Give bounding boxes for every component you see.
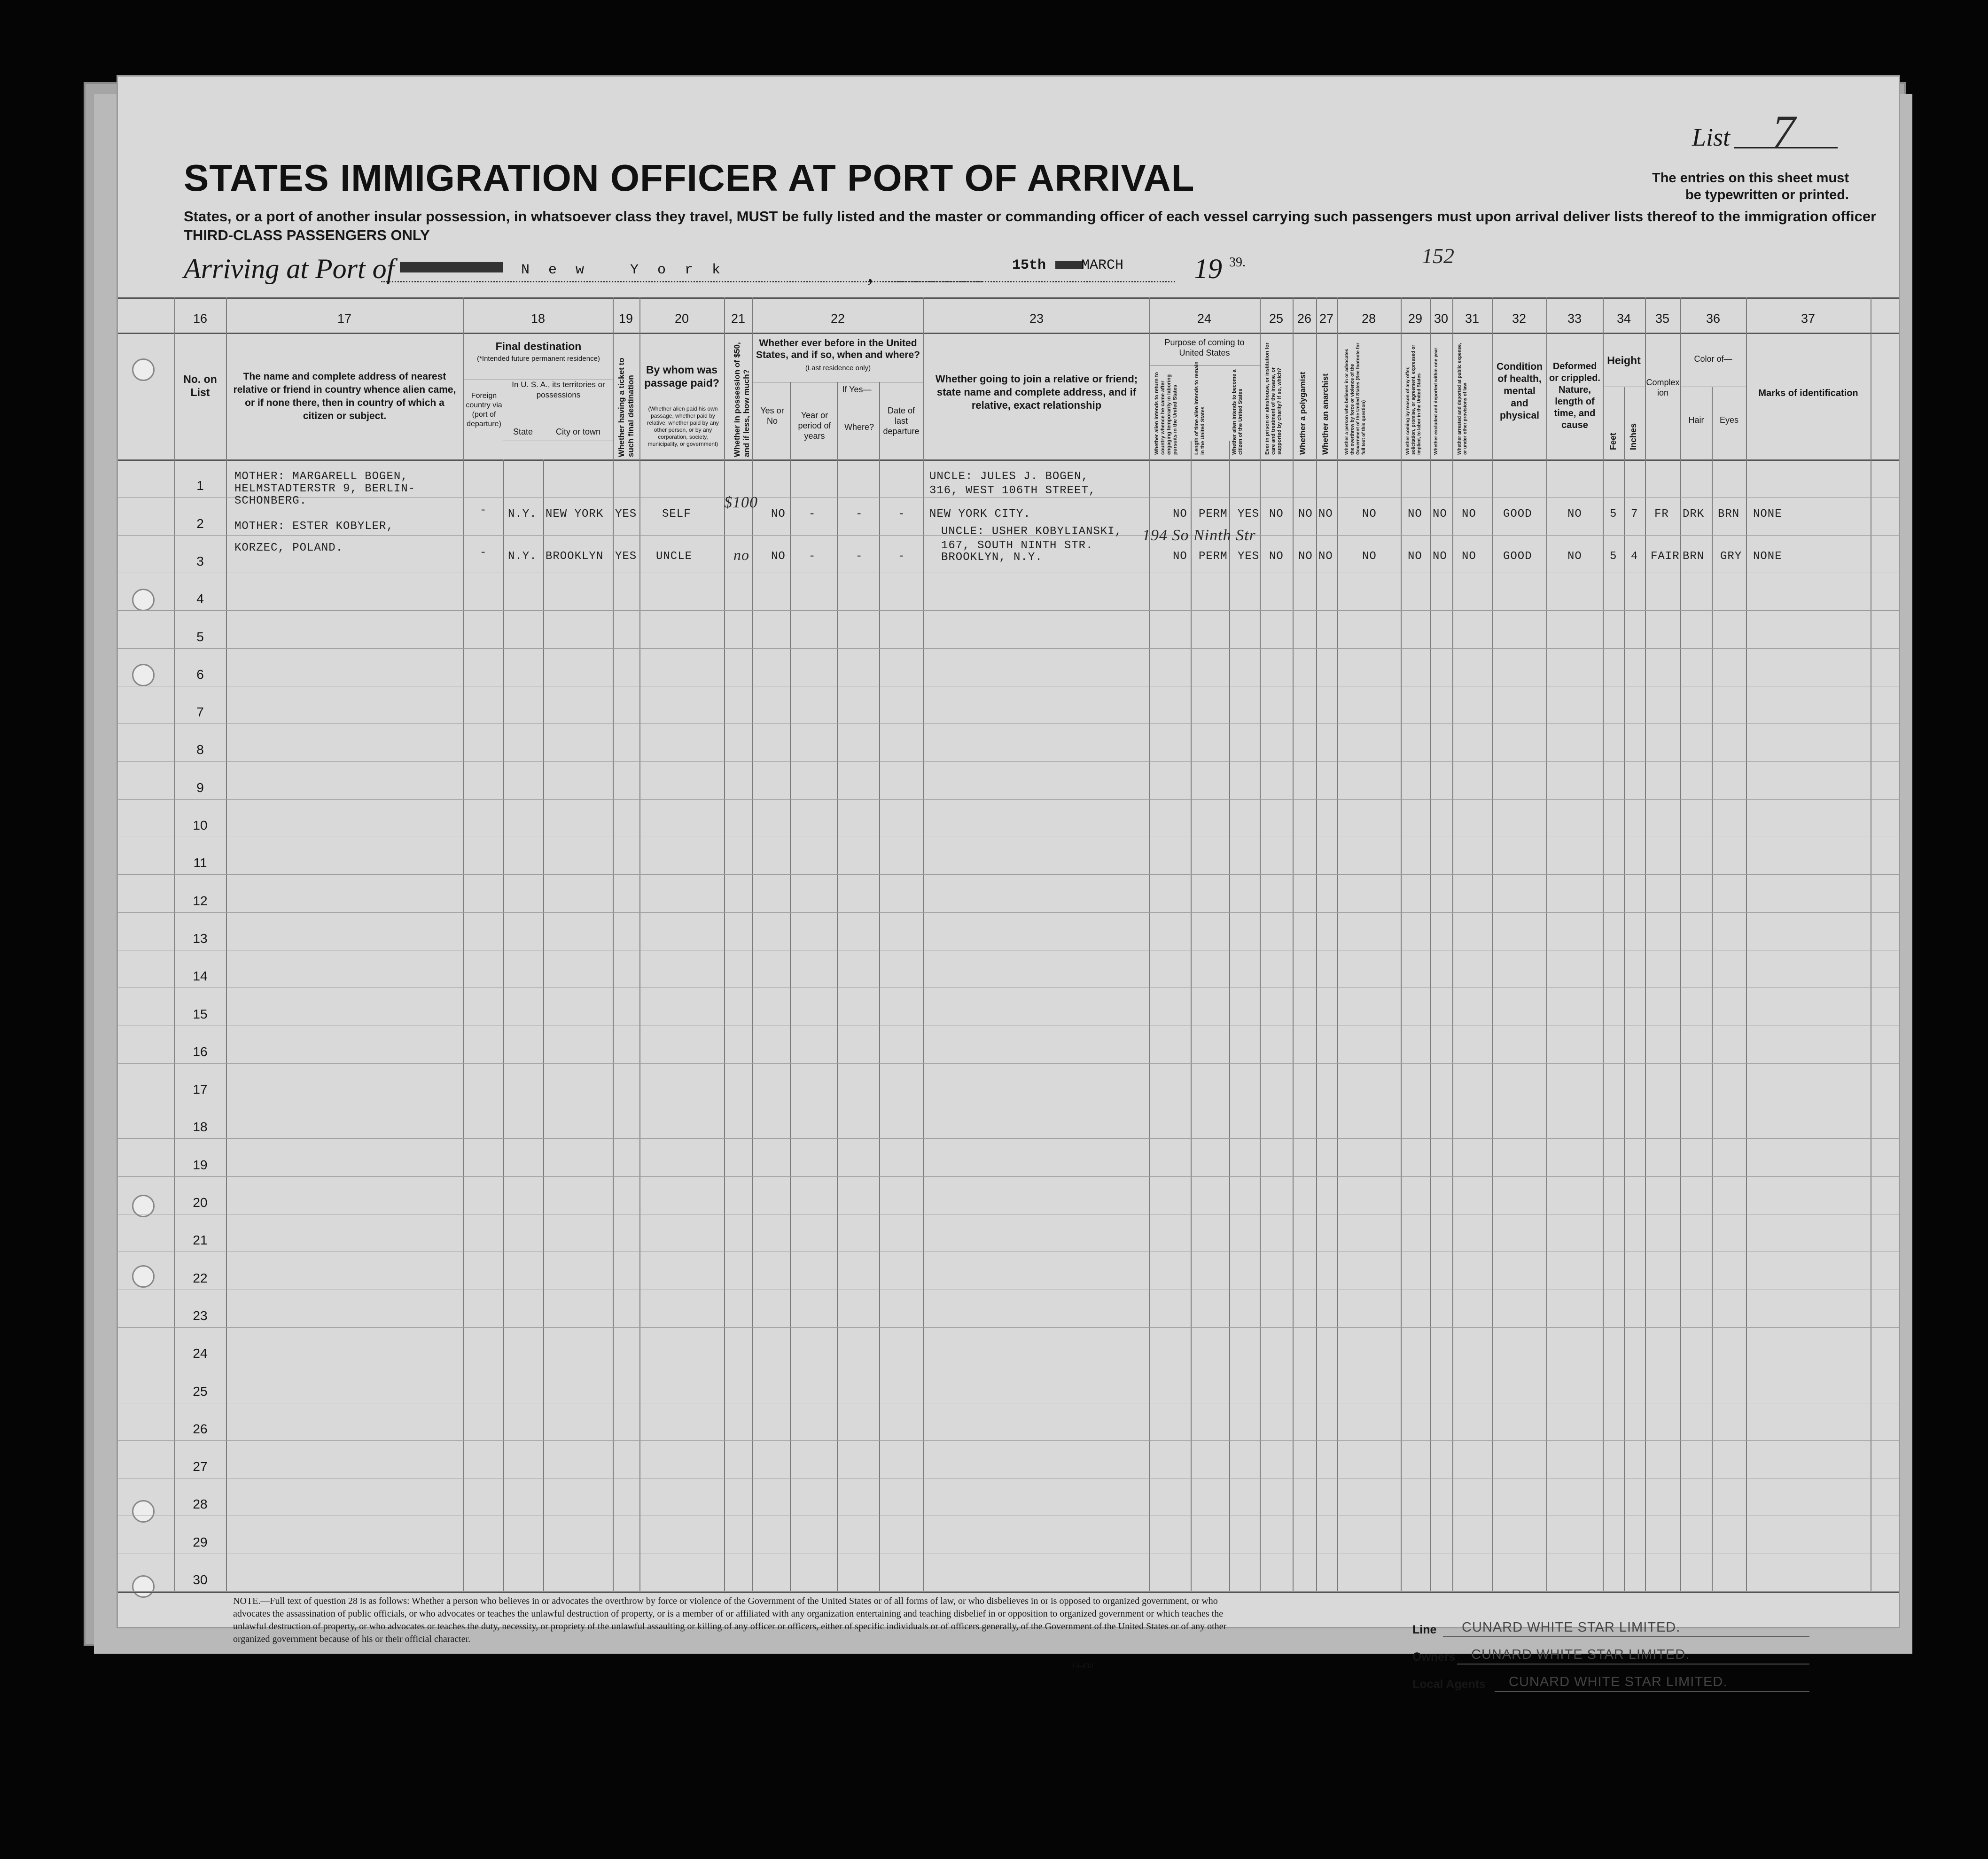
col-line [1746,297,1747,1592]
row-number: 2 [196,516,204,531]
row2-year: - [809,550,816,563]
header-yes-no: Yes or No [760,406,784,426]
row1-where: - [856,508,863,521]
row-number: 28 [193,1497,208,1512]
arriving-label: Arriving at Port of [184,253,395,284]
row1-money: $100 [724,494,758,511]
row-number: 6 [196,667,204,682]
struck-out-month [1055,261,1084,269]
header-hair: Hair [1688,415,1704,425]
row-number: 21 [193,1233,208,1248]
header-prison: Ever in prison or almshouse, or institution for care and treatment of the insane, or supported by charity? If so, which? [1264,342,1282,455]
col-line [1492,297,1493,1592]
col-line [1293,297,1294,1592]
row2-deformed: NO [1567,550,1582,563]
row1-complexion: FR [1654,508,1669,521]
col-line [752,297,753,1592]
row1-inches: 7 [1631,508,1638,521]
row1-excluded: NO [1433,508,1447,521]
header-ticket: Whether having a ticket to such final destination [617,358,635,457]
header-relative-address: The name and complete address of nearest relative or friend in country whence alien came, or if none there, then in country of which a citizen or subject. [233,371,456,421]
column-number: 33 [1567,311,1582,326]
row1-foreign: - [480,504,487,517]
header-before-in-us: Whether ever before in the United States, and if so, when and where? [756,338,920,360]
year-suffix: 39. [1229,255,1246,270]
row-number: 1 [196,478,204,493]
form-code: 14-430 [1072,1662,1093,1670]
header-excluded: Whether excluded and deported within one year [1434,348,1439,455]
header-passage-note: (Whether alien paid his own passage, whether paid by relative, whether paid by any other person, or by any corporation, society, municipality, or government) [647,405,719,447]
instructions-line1: States, or a port of another insular possession, in whatsoever class they travel, MUST be fully listed and the master or commanding officer of each vessel carrying such passengers must upon arrival deliver lists thereof to the immigration officer [184,208,1877,225]
entries-note-line2: be typewritten or printed. [1685,187,1849,202]
header-final-destination: Final destination [495,340,582,352]
header-purpose-return: Whether alien intends to return to country whence he came after engaging temporarily in laboring pursuits in the United States [1154,372,1178,455]
row2-join-line1: UNCLE: USHER KOBYLIANSKI, [941,525,1123,538]
row1-join-line3: NEW YORK CITY. [929,508,1031,521]
header-eyes: Eyes [1719,415,1739,425]
header-color-of: Color of— [1694,354,1732,364]
stamp-number: 152 [1422,244,1454,268]
header-health: Condition of health, mental and physical [1497,361,1543,421]
row2-money: no [733,546,749,563]
column-number: 18 [530,311,546,326]
row1-anarchist: NO [1318,508,1333,521]
year-prefix: 19 [1194,253,1222,284]
row2-join-line3: BROOKLYN, N.Y. [941,551,1043,564]
col-line [724,297,725,1592]
col-line [1603,297,1604,1592]
line-underline [1443,1636,1809,1637]
col-line [226,297,227,1592]
row2-eyes: GRY [1720,550,1742,563]
row2-marks: NONE [1753,550,1782,563]
row1-state: N.Y. [508,508,537,521]
row2-polygamist: NO [1298,550,1313,563]
row2-anarchist: NO [1318,550,1333,563]
row-number: 8 [196,742,204,757]
manifest-sheet [117,75,1900,1691]
row1-date: - [898,508,905,521]
row-line [118,1440,1899,1441]
row-number: 23 [193,1308,208,1323]
column-number: 20 [674,311,689,326]
header-labor-offer: Whether coming by reason of any offer, solicitation, promise, or agreement, expressed or implied, to labor in the United States [1405,345,1422,455]
col-line [1337,297,1338,1592]
header-feet: Feet [1608,432,1618,450]
col-line [1401,297,1402,1592]
row2-overthrow: NO [1362,550,1377,563]
row-line [118,1591,1899,1592]
row-line [118,761,1899,762]
row-line [118,1176,1899,1177]
row1-labor: NO [1408,508,1422,521]
header-year-period: Year or period of years [798,411,831,441]
row-number: 14 [193,969,208,984]
col-line [1546,297,1547,1592]
row2-before: NO [771,550,786,563]
row2-paid-by: UNCLE [656,550,693,563]
column-number: 31 [1465,311,1480,326]
port-of-arrival: New York [521,262,740,278]
col-line [1624,387,1625,1592]
entries-note [1652,170,1849,203]
row-line [118,1138,1899,1139]
row1-citizen: YES [1238,508,1260,521]
row2-date: - [898,550,905,563]
instructions-line2: THIRD-CLASS PASSENGERS ONLY [184,227,430,243]
row1-deformed: NO [1567,508,1582,521]
row2-length: PERM [1199,550,1228,563]
column-number: 28 [1361,311,1376,326]
entries-note-line1: The entries on this sheet must [1652,171,1849,186]
row-number: 17 [193,1082,208,1097]
header-purpose: Purpose of coming to United States [1164,338,1245,358]
row1-polygamist: NO [1298,508,1313,521]
binder-hole [132,1575,155,1598]
col-line [1452,297,1453,1592]
row1-before: NO [771,508,786,521]
header-where: Where? [844,422,874,432]
column-number: 37 [1801,311,1816,326]
row-number: 12 [193,893,208,908]
owners-label: Owners [1412,1650,1456,1664]
row-number: 19 [193,1157,208,1172]
col-line [1712,387,1713,1592]
row2-relative-line1: MOTHER: ESTER KOBYLER, [234,520,394,533]
row-number: 20 [193,1195,208,1210]
col-line [1316,297,1317,1592]
row-number: 5 [196,629,204,644]
header-purpose-length: Length of time alien intends to remain in the United States [1194,361,1206,455]
row2-health: GOOD [1503,550,1532,563]
header-inches: Inches [1629,423,1638,450]
row2-join-handwritten: 194 So Ninth Str [1142,527,1256,544]
table-bottom-rule [118,1592,1899,1593]
header-complexion: Complexion [1646,378,1680,397]
header-foreign-country: Foreign country via (port of departure) [466,392,502,428]
column-number: 36 [1706,311,1721,326]
row1-paid-by: SELF [662,508,691,521]
row2-labor: NO [1408,550,1422,563]
row1-join-line2: 316, WEST 106TH STREET, [929,484,1096,497]
row-number: 11 [193,856,207,871]
row2-where: - [856,550,863,563]
col-line [1430,297,1431,1592]
col-line [1645,297,1646,1592]
row1-hair: DRK [1683,508,1705,521]
header-money: Whether in possession of $50, and if less, how much? [733,342,751,457]
row-line [118,799,1899,800]
binder-hole [132,1265,155,1288]
row-number: 7 [196,705,204,720]
row-number: 4 [196,591,204,607]
row-number: 27 [193,1459,208,1474]
column-number: 32 [1512,311,1527,326]
column-number: 34 [1616,311,1631,326]
column-number: 21 [731,311,746,326]
row2-foreign: - [480,546,487,559]
table-top-rule [118,297,1899,299]
col-line [1680,297,1681,1592]
row-line [118,1063,1899,1064]
row1-year: - [809,508,816,521]
row1-relative-line3: SCHONBERG. [234,495,307,507]
row-number: 18 [193,1120,208,1135]
row1-relative-line1: MOTHER: MARGARELL BOGEN, [234,470,408,483]
row1-join-line1: UNCLE: JULES J. BOGEN, [929,470,1089,483]
column-number: 30 [1434,311,1449,326]
col-line [1260,297,1261,1592]
column-number: 29 [1408,311,1423,326]
row1-length: PERM [1199,508,1228,521]
column-number: 19 [618,311,633,326]
header-deported: Whether arrested and deported at public expense, or under other provisions of law [1457,343,1468,455]
row-line [118,723,1899,724]
row-number: 29 [193,1534,208,1549]
col-line [923,297,924,1592]
col-line [1229,441,1230,1592]
row1-deported: NO [1462,508,1476,521]
header-final-destination-note: (*Intended future permanent residence) [477,355,600,363]
col-line [639,297,640,1592]
row2-citizen: YES [1238,550,1260,563]
col-line [1149,297,1150,1592]
row2-hair: BRN [1683,550,1705,563]
list-number: 7 [1772,106,1795,158]
row2-relative-line2: KORZEC, POLAND. [234,542,343,554]
column-number: 17 [337,311,352,326]
row2-prison: NO [1269,550,1284,563]
line-value: CUNARD WHITE STAR LIMITED. [1462,1620,1681,1635]
header-no-on-list: No. on List [183,373,217,398]
row2-excluded: NO [1433,550,1447,563]
binder-hole [132,1500,155,1523]
row1-return: NO [1173,508,1187,521]
row2-city: BROOKLYN [546,550,604,563]
column-number: 27 [1319,311,1334,326]
column-number: 24 [1197,311,1212,326]
arrival-month: MARCH [1081,257,1124,273]
row-line [118,648,1899,649]
row2-return: NO [1173,550,1187,563]
row-number: 24 [193,1346,208,1361]
agents-label: Local Agents [1412,1678,1486,1691]
header-in-usa: In U. S. A., its territories or possessions [512,380,605,399]
header-bottom-rule [118,459,1899,461]
header-anarchist: Whether an anarchist [1321,373,1330,455]
row2-join-line2: 167, SOUTH NINTH STR. [941,539,1093,552]
col-line [1191,441,1192,1592]
row1-marks: NONE [1753,508,1782,521]
header-purpose-citizen: Whether alien intends to become a citizen of the United States [1232,369,1243,455]
binder-hole [132,589,155,611]
binder-hole [132,358,155,381]
col-line [790,382,791,1592]
col-line [837,382,838,1592]
column-number: 16 [193,311,208,326]
header-marks: Marks of identification [1758,388,1858,398]
column-number-rule [118,333,1899,334]
row-number: 25 [193,1384,208,1399]
row2-deported: NO [1462,550,1476,563]
column-number: 26 [1297,311,1312,326]
row2-state: N.Y. [508,550,537,563]
row-number: 3 [196,553,204,568]
row-number: 13 [193,931,208,946]
row1-prison: NO [1269,508,1284,521]
agents-underline [1495,1691,1809,1692]
header-join-relative: Whether going to join a relative or friend; state name and complete address, and if relative, exact relationship [935,373,1138,411]
header-passage-paid: By whom was passage paid? [644,364,719,389]
column-number: 23 [1029,311,1044,326]
header-state: State [513,427,533,436]
row-line [118,497,1899,498]
row-number: 22 [193,1270,208,1285]
instructions [184,207,1876,245]
row1-ticket: YES [615,508,637,521]
row1-overthrow: NO [1362,508,1377,521]
footnote: NOTE.—Full text of question 28 is as follows: Whether a person who believes in or advocates the overthrow by force or violence of the Government of the United States or of all forms of law, or who disbelieves in or is opposed to organized government, or who advocates the assassination of public officials, or who advocates or teaches the unlawful destruction of property, or is a member of or affiliated with any organization entertaining and teaching disbelief in or opposition to organized government or which teaches the unlawful destruction of property, or who advocates or teaches the duty, necessity, or propriety of the unlawful assaulting or killing of any officer or officers, either of specific individuals or of officers generally, of the Government of the United States or of any other organized government because of his or their official character. [233,1596,1227,1644]
arrival-day: 15th [1012,257,1046,273]
row-number: 30 [193,1572,208,1587]
column-number: 25 [1269,311,1284,326]
header-polygamist: Whether a polygamist [1298,372,1307,455]
comma: , [867,260,873,287]
header-city: City or town [555,427,601,436]
header-height: Height [1607,354,1641,366]
row2-inches: 4 [1631,550,1638,563]
row2-ticket: YES [615,550,637,563]
col-line [613,297,614,1592]
row-number: 15 [193,1006,208,1021]
row1-health: GOOD [1503,508,1532,521]
row-line [118,912,1899,913]
column-number: 22 [830,311,845,326]
row-number: 26 [193,1421,208,1436]
row-number: 9 [196,780,204,795]
row-line [118,874,1899,875]
row-line [118,1327,1899,1328]
row1-city: NEW YORK [546,508,604,521]
row-number: 10 [193,818,208,832]
row1-feet: 5 [1610,508,1617,521]
binder-hole [132,664,155,686]
row2-feet: 5 [1610,550,1617,563]
row1-eyes: BRN [1718,508,1740,521]
row-number: 16 [193,1044,208,1059]
row2-complexion: FAIR [1651,550,1680,563]
header-overthrow: Whether a person who believes in or advocates the overthrow by force or violence of the Government of the United States (See footnote for full text of this question) [1344,342,1366,455]
header-deformed: Deformed or crippled. Nature, length of time, and cause [1549,361,1600,430]
line-label: Line [1412,1623,1437,1636]
date-underline [889,281,1175,282]
col-line [463,297,464,1592]
col-line [879,382,880,1592]
owners-value: CUNARD WHITE STAR LIMITED. [1471,1647,1690,1662]
row-line [118,610,1899,611]
struck-out-text [400,262,503,272]
page-title: STATES IMMIGRATION OFFICER AT PORT OF ARRIVAL [184,157,1195,199]
header-if-yes: If Yes— [842,385,872,394]
header-before-note: (Last residence only) [805,364,871,372]
header-date-departure: Date of last departure [883,406,920,436]
owners-underline [1457,1664,1809,1665]
row1-relative-line2: HELMSTADTERSTR 9, BERLIN- [234,482,416,495]
list-label: List [1692,123,1731,151]
agents-value: CUNARD WHITE STAR LIMITED. [1509,1674,1728,1689]
column-number: 35 [1655,311,1670,326]
